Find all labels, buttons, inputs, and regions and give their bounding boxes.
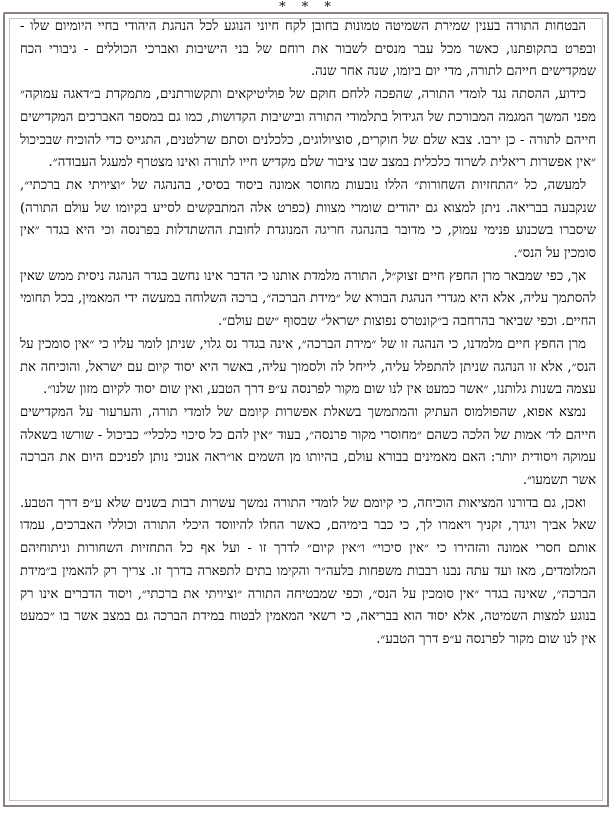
article-body <box>20 16 596 652</box>
paragraph: כידוע, ההסתה נגד לומדי התורה, שהפכה ללחם חוקם של פוליטיקאים ותקשורתנים, מתמקדת ב״דאגה עמוקה״ מפני המשך המגמה המבורכת של הגידול בתלמודי התורה ובישיבות הקדושות, כמו גם במספר האברכים המקדישים חייהם לתורה - כן ירבו. צבא שלם של חוקרים, סוציולוגים, כלכלנים וסתם שרלטנים, התגייס כדי להוכיח שבכיכול ״אין אפשרות ריאלית לשרוד כלכלית במצב שבו ציבור שלם מקדיש חייו לתורה ואינו מצטרף למעגל העבודה״. <box>20 87 596 171</box>
paragraph: אך, כפי שמבאר מרן החפץ חיים זצוק״ל, התורה מלמדת אותנו כי הדבר אינו נחשב בגדר הנהגה ניסית ממש שאין להסתמך עליה, אלא היא מגדרי הנהגת הבורא של ״מידת הברכה״, ברכה השלוחה במעשה ידי המאמין, בכל תחומי החיים. וכפי שביאר בהרחבה ב״קונטרס נפוצות ישראל״ שבסוף ״שם עולם״. <box>20 268 596 330</box>
paragraph: הבטחות התורה בענין שמירת השמיטה טמונות בחובן לקח חיוני הנוגע לכל הנהגת היהודי בחיי היומיום שלו - ובפרט בתקופתנו, כאשר מכל עבר מנסים לשבור את רוחם של בני הישיבות ואברכי הכוללים - גיבורי הכח שמקדישים חייהם לתורה, מדי יום ביומו, שנה אחר שנה. <box>20 19 596 80</box>
paragraph: ואכן, גם בדורנו המציאות הוכיחה, כי קיומם של לומדי התורה נמשך עשרות רבות בשנים שלא ע״פ דרך הטבע. שאל אביך ויגדך, זקניך ויאמרו לך, כי כבר בימיהם, כאשר החלו להיווסד היכלי התורה וכוללי האברכים, עמדו אותם חסרי אמונה והזהירו כי ״אין סיכוי״ ו״אין קיום״ לדרך זו - ועל אף כל התחזיות השחורות וניתוחיהם המלומדים, מאז ועד עתה נבנו רבבות משפחות בלעה״ר והקימו בתים לתפארה בדרך זו. צריך רק להאמין ב״מידת הברכה״, שאינה בגדר ״אין סומכין על הנס״, וכפי שמבטיחה התורה ״וציויתי את ברכתי״, ויסוד הדברים אינו רק בנוגע למצות השמיטה, אלא יסוד הוא בבריאה, כי רשאי המאמין לבטוח במידת הברכה גם במצב אשר בו ״כמעט אין לנו שום מקור לפרנסה ע״פ דרך הטבע״. <box>20 495 596 647</box>
paragraph: מרן החפץ חיים מלמדנו, כי הנהגה זו של ״מידת הברכה״, אינה בגדר נס גלוי, שניתן לומר עליו כי ״אין סומכין על הנס״, אלא זו הנהגה שניתן להתפלל עליה, לייחל לה ולסמוך עליה, באשר היא יסוד קיום עם ישראל, והוכיחה את עצמה בשנות גלותנו, ״אשר כמעט אין לנו שום מקור לפרנסה ע״פ דרך הטבע, ואין שום יסוד לקיום מזון שלנו״. <box>20 336 596 398</box>
paragraph: למעשה, כל ״התחזיות השחורות״ הללו נובעות מחוסר אמונה ביסוד בסיסי, בהנהגה של ״וציויתי את ברכתי״, שנקבעה בבריאה. ניתן למצוא גם יהודים שומרי מצוות (כפרט אלה המתבקשים לסייע בקיומו של עולם התורה) שיסברו בשכנוע פנימי עמוק, כי מדובר בהנהגה חריגה המנוגדת לחובת ההשתדלות בפרנסה וכי היא בגדר ״אין סומכין על הנס״. <box>20 177 596 262</box>
section-separator: * * * <box>279 0 337 15</box>
paragraph: נמצא אפוא, שהפולמוס העתיק והמתמשך בשאלת אפשרות קיומם של לומדי תורה, והערעור על המקדישים חייהם לד׳ אמות של הלכה כשהם ״מחוסרי מקור פרנסה״, בעוד ״אין להם כל סיכוי כלכלי״ כביכול - שורשו בשאלה עמוקה ויסודית יותר: האם מאמינים בבורא עולם, בהיותו מן השמים או״ראה אנוכי נותן לפניכם היום את הברכה אשר תשמעו״. <box>20 404 596 489</box>
